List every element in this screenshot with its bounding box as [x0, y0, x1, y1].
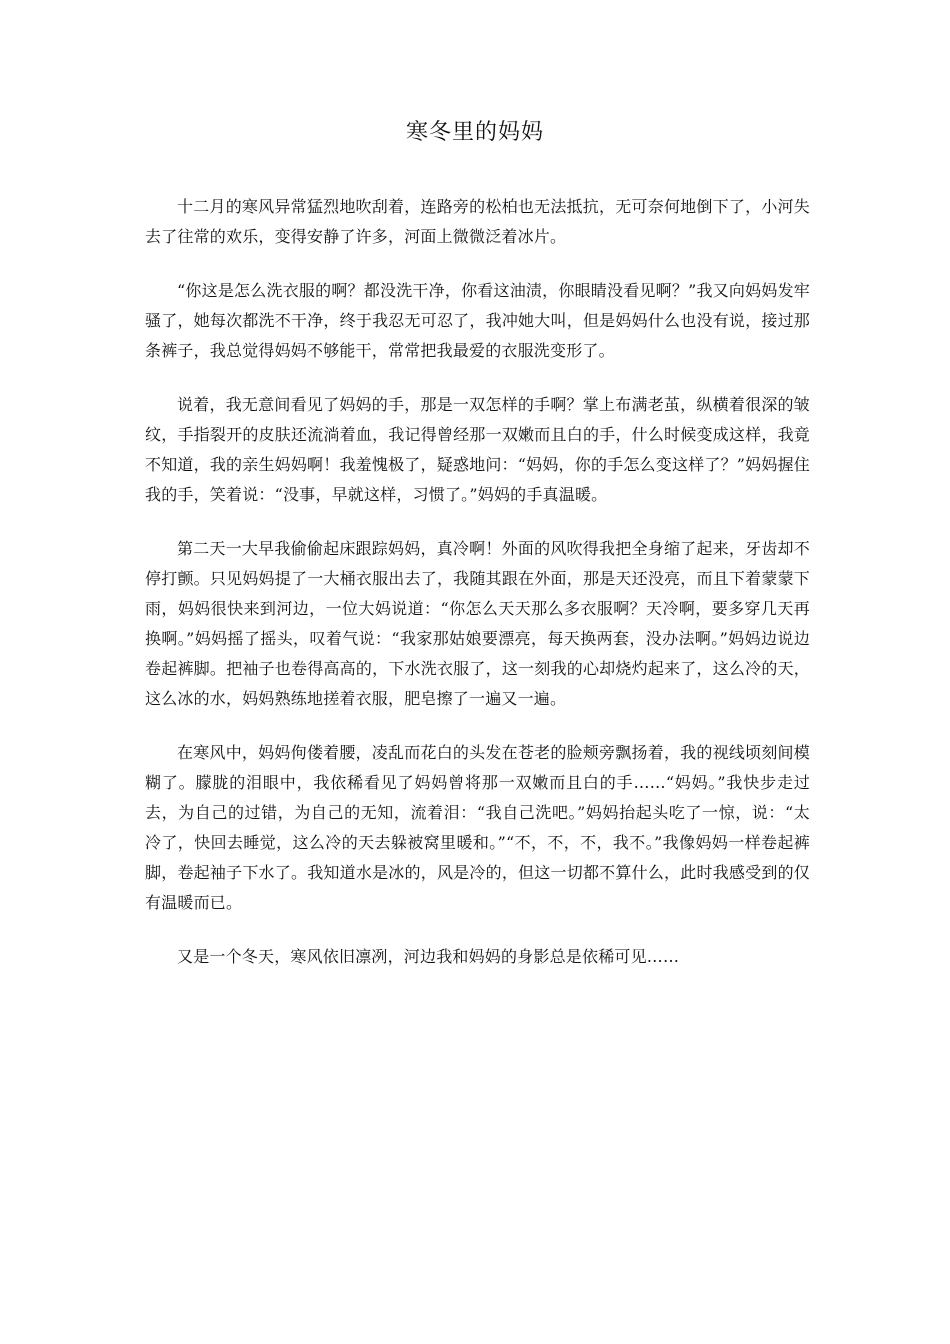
document-title: 寒冬里的妈妈: [405, 120, 544, 145]
paragraph-4: 第二天一大早我偷偷起床跟踪妈妈，真冷啊！外面的风吹得我把全身缩了起来，牙齿却不停打颤。只见妈妈提了一大桶衣服出去了，我随其跟在外面，那是天还没亮，而且下着蒙蒙下雨，妈妈很快来到河边，一位大妈说道：“你怎么天天那么多衣服啊？天冷啊，要多穿几天再换啊。”妈妈摇了摇头，叹着气说：“我家那姑娘要漂亮，每天换两套，没办法啊。”妈妈边说边卷起裤脚。把袖子也卷得高高的，下水洗衣服了，这一刻我的心却烧灼起来了，这么冷的天，这么冰的水，妈妈熟练地搓着衣服，肥皂擦了一遍又一遍。: [145, 539, 810, 708]
document-body: [145, 192, 810, 996]
paragraph-6: 又是一个冬天，寒风依旧凛冽，河边我和妈妈的身影总是依稀可见……: [177, 947, 680, 966]
paragraph-2: “你这是怎么洗衣服的啊？都没洗干净，你看这油渍，你眼睛没看见啊？”我又向妈妈发牢骚了，她每次都洗不干净，终于我忍无可忍了，我冲她大叫，但是妈妈什么也没有说，接过那条裤子，我总觉得妈妈不够能干，常常把我最爱的衣服洗变形了。: [145, 281, 810, 360]
paragraph-5: 在寒风中，妈妈佝偻着腰，凌乱而花白的头发在苍老的脸颊旁飘扬着，我的视线顷刻间模糊了。朦胧的泪眼中，我依稀看见了妈妈曾将那一双嫩而且白的手……“妈妈。”我快步走过去，为自己的过错，为自己的无知，流着泪：“我自己洗吧。”妈妈抬起头吃了一惊，说：“太冷了，快回去睡觉，这么冷的天去躲被窝里暖和。”“不，不，不，我不。”我像妈妈一样卷起裤脚，卷起袖子下水了。我知道水是冰的，风是冷的，但这一切都不算什么，此时我感受到的仅有温暖而已。: [145, 743, 810, 912]
paragraph-1: 十二月的寒风异常猛烈地吹刮着，连路旁的松柏也无法抵抗，无可奈何地倒下了，小河失去了往常的欢乐，变得安静了许多，河面上微微泛着冰片。: [145, 197, 810, 246]
paragraph-3: 说着，我无意间看见了妈妈的手，那是一双怎样的手啊？掌上布满老茧，纵横着很深的皱纹，手指裂开的皮肤还流淌着血，我记得曾经那一双嫩而且白的手，什么时候变成这样，我竟不知道，我的亲生妈妈啊！我羞愧极了，疑惑地问：“妈妈，你的手怎么变这样了？”妈妈握住我的手，笑着说：“没事，早就这样，习惯了。”妈妈的手真温暖。: [145, 395, 810, 504]
